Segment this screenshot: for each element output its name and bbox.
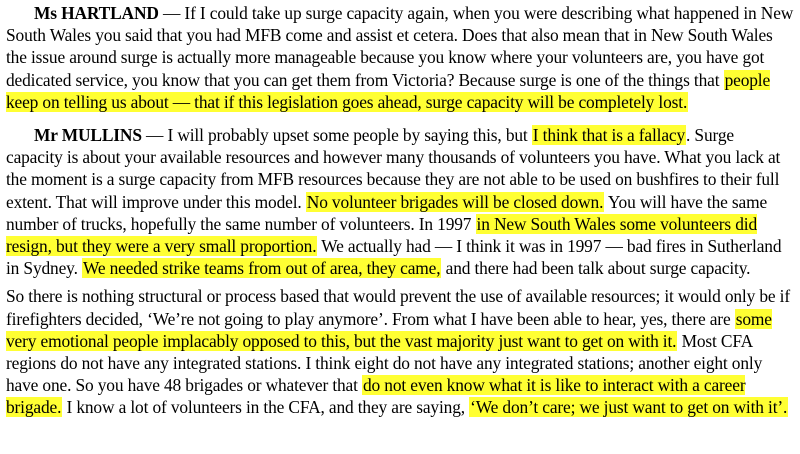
highlight: No volunteer brigades will be closed down. [306,191,604,212]
paragraph-text: — If I could take up surge capacity again, when you were describing what happened in New South Wales you said that you had MFB come and assist et cetera. Does that also mean that in New South Wales the issue around surge is actually more manageable because you know where your volunteers are, you have got dedicated service, you know that you can get them from Victoria? Because surge is one of the things that [6,3,794,90]
paragraph-text: We actually had — I think it was in 1997 — bad fires in Sutherland in Sydney. [6,236,782,279]
paragraph-text: I know a lot of volunteers in the CFA, and they are saying, [62,397,470,418]
highlight: I think that is a fallacy [532,125,686,146]
paragraph-text: — I will probably upset some people by saying this, but [141,125,532,146]
paragraph-text: You will have the same number of trucks, hopefully the same number of volunteers. In 1997 [6,191,768,234]
highlight: ‘We don’t care; we just want to get on with it’. [470,397,788,418]
highlight: some very emotional people implacably opposed to this, but the vast majority just want to get on with it. [6,308,772,351]
paragraph-hartland [6,2,794,113]
highlight: in New South Wales some volunteers did resign, but they were a very small proportion. [6,213,757,257]
speaker-hartland: Ms HARTLAND [34,3,159,23]
paragraph-mullins [6,124,794,279]
paragraph-text: . Surge capacity is about your available resources and however many thousands of volunteers you have. What you lack at the moment is a surge capacity from MFB resources because they are not able to be used on bushfires to their full extent. That will improve under this model. [6,125,781,212]
speaker-mullins: Mr MULLINS [34,125,142,146]
highlight: We needed strike teams from out of area, they came, [82,258,441,279]
highlight: people keep on telling us about — that if this legislation goes ahead, surge capacity will be completely lost. [6,69,771,112]
paragraph-text: Most CFA regions do not have any integrated stations. I think eight do not have any integrated stations; another eight only have one. So you have 48 brigades or whatever that [6,330,763,396]
highlight: do not even know what it is like to interact with a career brigade. [6,375,746,418]
paragraph-mullins-continued [6,285,794,418]
paragraph-text: and there had been talk about surge capacity. [441,258,751,279]
paragraph-text: So there is nothing structural or process based that would prevent the use of available resources; it would only be if firefighters decided, ‘We’re not going to play anymore’. From what I have been able to hear, yes, there are [6,286,790,329]
